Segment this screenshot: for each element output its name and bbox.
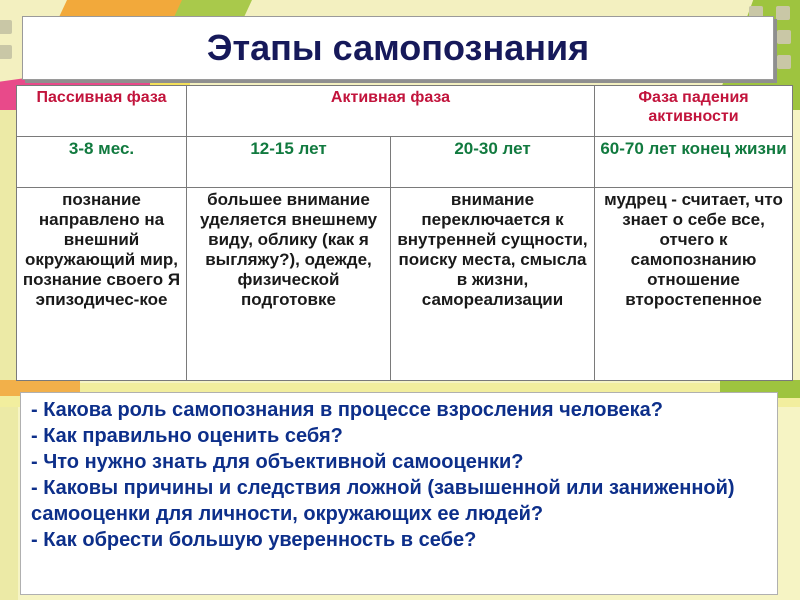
table-description-row: [17, 188, 793, 381]
header-passive-phase: Пассивная фаза: [17, 86, 187, 137]
table-header-row: [17, 86, 793, 137]
description-cell: внимание переключается к внутренней сущности, поиску места, смысла в жизни, самореализации: [391, 188, 595, 381]
decor-dot: [777, 55, 791, 69]
page-title: Этапы самопознания: [206, 27, 590, 68]
header-decline-phase: Фаза падения активности: [595, 86, 793, 137]
age-cell: 20-30 лет: [391, 137, 595, 188]
age-cell: 3-8 мес.: [17, 137, 187, 188]
header-active-phase: Активная фаза: [187, 86, 595, 137]
question-item: - Каковы причины и следствия ложной (завышенной или заниженной) самооценки для личности, окружающих ее людей?: [31, 477, 735, 525]
question-item: - Какова роль самопознания в процессе взросления человека?: [31, 399, 664, 421]
question-item: - Как правильно оценить себя?: [31, 425, 343, 447]
decor-dot: [0, 45, 12, 59]
table-age-row: [17, 137, 793, 188]
age-cell: 60-70 лет конец жизни: [595, 137, 793, 188]
question-item: - Как обрести большую уверенность в себе?: [31, 529, 477, 551]
age-cell: 12-15 лет: [187, 137, 391, 188]
description-cell: познание направлено на внешний окружающий мир, познание своего Я эпизодичес-кое: [17, 188, 187, 381]
question-item: - Что нужно знать для объективной самооценки?: [31, 451, 524, 473]
decor-dot: [777, 30, 791, 44]
description-cell: большее внимание уделяется внешнему виду, облику (как я выгляжу?), одежде, физической подготовке: [187, 188, 391, 381]
description-cell: мудрец - считает, что знает о себе все, отчего к самопознанию отношение второстепенное: [595, 188, 793, 381]
decor-dot: [776, 6, 790, 20]
title-box: [22, 16, 774, 80]
decor-dot: [0, 20, 12, 34]
stages-table: [16, 85, 793, 381]
questions-box: [20, 392, 778, 595]
